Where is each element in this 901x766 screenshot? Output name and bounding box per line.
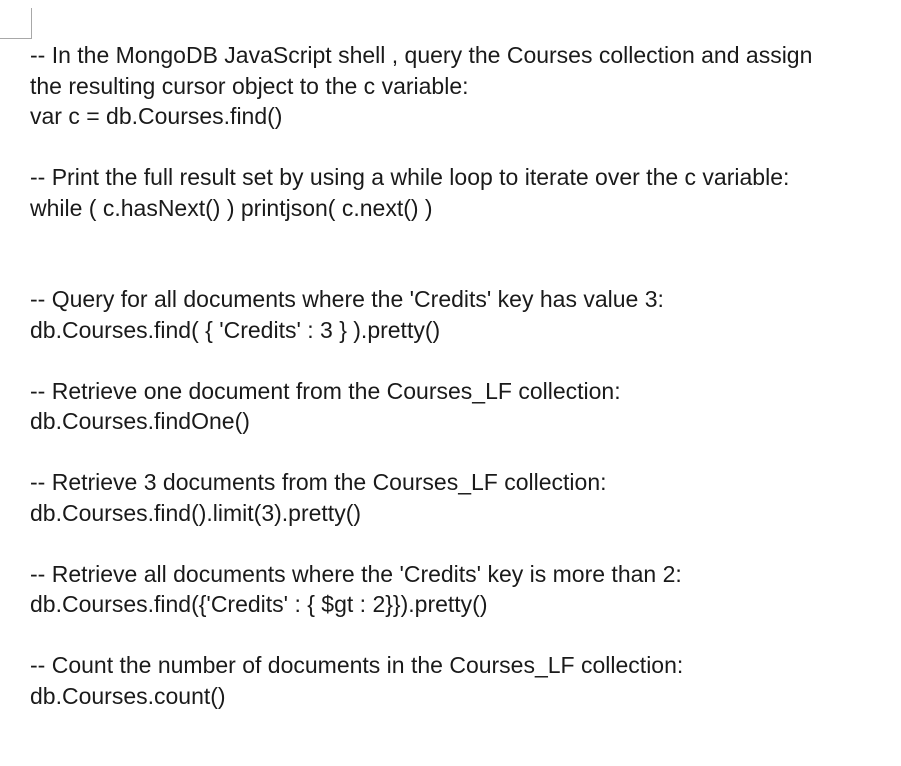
- paragraph-print-results: [30, 162, 890, 223]
- code-line: db.Courses.count(): [30, 682, 226, 709]
- blank-line: [30, 345, 890, 376]
- code-line: db.Courses.findOne(): [30, 408, 250, 434]
- blank-line: [30, 132, 890, 163]
- document-body[interactable]: [30, 40, 890, 711]
- comment-line: -- Print the full result set by using a while loop to iterate over the c variable:: [30, 164, 790, 190]
- paragraph-find-one: [30, 376, 890, 437]
- blank-line: [30, 223, 890, 284]
- page-corner-vertical: [31, 8, 32, 39]
- paragraph-count: [30, 650, 890, 711]
- comment-line: -- In the MongoDB JavaScript shell , query the Courses collection and assign: [30, 42, 813, 68]
- blank-line: [30, 620, 890, 651]
- comment-line: -- Retrieve one document from the Courses_LF collection:: [30, 377, 621, 404]
- paragraph-limit-three: [30, 467, 890, 528]
- blank-line: [30, 528, 890, 559]
- comment-line: -- Retrieve all documents where the 'Credits' key is more than 2:: [30, 560, 682, 587]
- paragraph-query-credits: [30, 284, 890, 345]
- comment-line: -- Query for all documents where the 'Credits' key has value 3:: [30, 286, 664, 312]
- code-line: db.Courses.find().limit(3).pretty(): [30, 499, 362, 526]
- comment-line: -- Count the number of documents in the Courses_LF collection:: [30, 652, 684, 678]
- paragraph-credits-gt: [30, 559, 890, 620]
- code-line: db.Courses.find({'Credits' : { $gt : 2}}).pretty(): [30, 591, 488, 617]
- page-corner-marker: [0, 0, 32, 32]
- paragraph-assign-cursor: [30, 40, 890, 132]
- code-line: var c = db.Courses.find(): [30, 103, 283, 129]
- comment-line: -- Retrieve 3 documents from the Courses_LF collection:: [30, 469, 607, 495]
- page-corner-horizontal: [0, 38, 32, 39]
- code-line: while ( c.hasNext() ) printjson( c.next() ): [30, 194, 433, 221]
- code-line: db.Courses.find( { 'Credits' : 3 } ).pretty(): [30, 316, 441, 343]
- blank-line: [30, 437, 890, 468]
- comment-line: the resulting cursor object to the c variable:: [30, 72, 469, 99]
